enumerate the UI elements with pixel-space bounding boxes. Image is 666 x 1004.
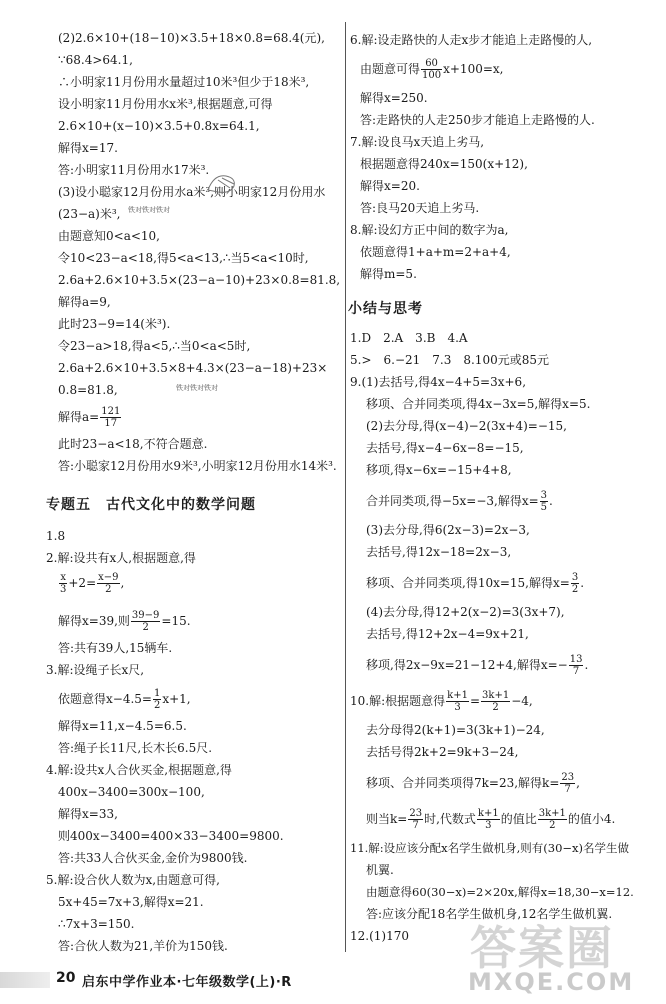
text-line: 2.解:设共有x人,根据题意,得 <box>46 551 196 565</box>
text-line: 由题意知0<a<10, <box>58 229 160 243</box>
numerator: x−9 <box>98 572 119 583</box>
numerator: k+1 <box>477 808 499 819</box>
fraction <box>408 808 423 831</box>
numerator: k+1 <box>447 690 468 701</box>
text-line: 去分母得2(k+1)=3(3k+1)−24, <box>366 723 545 737</box>
denominator: 7 <box>412 820 419 831</box>
text-line <box>366 808 615 831</box>
text-fragment: 的值小4. <box>567 812 616 826</box>
text-line: 移项,得2x−9x=21−12+4,解得x=− $\frac{13}{7}$ . <box>366 654 589 677</box>
text-line: 答:共有39人,15辆车. <box>58 641 173 655</box>
fraction <box>446 690 469 713</box>
text-line: 由题意得60(30−x)=2×20x,解得x=18,30−x=12. <box>366 885 634 899</box>
text-line: (4)去分母,得12+2(x−2)=3(3x+7), <box>366 605 565 619</box>
numerator: 60 <box>421 58 442 70</box>
text-line: 8.解:设幻方正中间的数字为a, <box>350 223 509 237</box>
text-line: 答:良马20天追上劣马. <box>360 201 480 215</box>
text-line: 移项、合并同类项得7k=23,解得k= $\frac{23}{7}$ , <box>366 772 580 795</box>
text-line: 移项、合并同类项,得4x−3x=5,解得x=5. <box>366 397 591 411</box>
denominator: 3 <box>454 702 461 713</box>
text-line: 去括号,得12+2x−4=9x+21, <box>366 627 529 641</box>
text-line: 解得m=5. <box>360 267 417 281</box>
watermark-url: MXQE.COM <box>468 968 635 996</box>
numerator: 23 <box>409 808 423 819</box>
fraction <box>560 772 575 795</box>
text-line: 400x−3400=300x−100, <box>58 785 205 799</box>
denominator: 7 <box>564 784 571 795</box>
text-line: 令10<23−a<18,得5<a<13,∴当5<a<10时, <box>58 251 309 265</box>
text-fragment: x+100=x, <box>443 62 504 76</box>
text-line: 答:小明家11月份用水17米³. <box>58 163 210 177</box>
numerator: 3 <box>571 572 579 583</box>
text-line: 5.解:设合伙人数为x,由题意可得, <box>46 873 220 887</box>
handwritten-note <box>128 206 170 215</box>
fraction <box>97 572 119 595</box>
book-title: 启东中学作业本·七年级数学(上)·R <box>82 975 292 990</box>
denominator: 3 <box>485 820 492 831</box>
fraction <box>569 654 584 677</box>
denominator: 100 <box>422 70 442 81</box>
text-line: 此时23−a<18,不符合题意. <box>58 437 208 451</box>
text-line: (2)去分母,得(x−4)−2(3x+4)=−15, <box>366 419 567 433</box>
text-line: ∴小明家11月份用水量超过10米³但少于18米³, <box>58 75 310 89</box>
fraction <box>131 610 160 633</box>
fraction <box>538 808 567 831</box>
fraction <box>540 490 548 513</box>
text-line: 1.8 <box>46 529 66 543</box>
fraction <box>153 688 161 711</box>
text-line: ∵68.4>64.1, <box>58 53 133 67</box>
text-line: 去括号,得12x−18=2x−3, <box>366 545 512 559</box>
text-line: 10.解:根据题意得 $\frac{k+1}{3}$ = $\frac{3k+1}{2}$ −4, <box>350 690 533 713</box>
denominator: 2 <box>105 584 112 595</box>
denominator: 2 <box>549 820 556 831</box>
text-line: 则400x−3400=400×33−3400=9800. <box>58 829 284 843</box>
text-line: 答:应该分配18名学生做机身,12名学生做机翼. <box>366 907 613 921</box>
text-line: 6.解:设走路快的人走x步才能追上走路慢的人, <box>350 33 593 47</box>
text-fragment: 合并同类项,得−5x=−3,解得x= <box>366 494 539 508</box>
text-fragment: 解得a= <box>58 410 100 424</box>
note-line: 铁对铁对铁对 <box>128 206 170 214</box>
text-line: 答:绳子长11尺,长木长6.5尺. <box>58 741 213 755</box>
text-line: 2.6a+2.6×10+3.5×(23−a−10)+23×0.8=81.8, <box>58 273 341 287</box>
text-line: $\frac{x}{3}$ +2= $\frac{x-9}{2}$ , <box>60 572 125 595</box>
text-fragment: x+1, <box>162 692 191 706</box>
denominator: 2 <box>571 584 579 595</box>
text-line: 机翼. <box>366 863 394 877</box>
text-line <box>58 688 191 711</box>
text-fragment: 解得x=39,则 <box>58 614 130 628</box>
numerator: 23 <box>561 772 575 783</box>
text-line: 此时23−9=14(米³). <box>58 317 171 331</box>
text-line: 2.6a+2.6×10+3.5×8+4.3×(23−a−18)+23× <box>58 361 328 375</box>
denominator: 7 <box>572 666 580 677</box>
numerator: 13 <box>569 654 583 665</box>
numerator: 3k+1 <box>538 808 566 819</box>
numerator: x <box>60 572 66 583</box>
text-line: 合并同类项,得−5x=−3,解得x= $\frac{3}{5}$ . <box>366 490 553 513</box>
denominator: 17 <box>104 418 118 429</box>
page-number: 20 <box>56 970 76 986</box>
text-fragment: 的值比 <box>500 812 537 826</box>
text-line: 解得x=17. <box>58 141 118 155</box>
pencil-doodle-icon <box>204 170 240 196</box>
text-line: 设小明家11月份用水x米³,根据题意,可得 <box>58 97 273 111</box>
text-line: 解得x=33, <box>58 807 118 821</box>
watermark-logo: 答案圈 <box>470 921 614 975</box>
text-fragment: 由题意可得 <box>360 62 421 76</box>
handwritten-note <box>176 384 218 393</box>
text-line: 5x+45=7x+3,解得x=21. <box>58 895 204 909</box>
text-line: 1.D 2.A 3.B 4.A <box>350 331 468 345</box>
column-divider <box>345 22 346 952</box>
text-line: 4.解:设共x人合伙买金,根据题意,得 <box>46 763 232 777</box>
text-fragment: 时,代数式 <box>424 812 476 826</box>
text-line: 答:小聪家12月份用水9米³,小明家12月份用水14米³. <box>58 459 337 473</box>
text-line: 依题意得1+a+m=2+a+4, <box>360 245 511 259</box>
fraction <box>571 572 579 595</box>
fraction <box>59 572 67 595</box>
text-line: 5.> 6.−21 7.3 8.100元或85元 <box>350 353 549 367</box>
text-line: 移项,得x−6x=−15+4+8, <box>366 463 512 477</box>
text-line: 根据题意得240x=150(x+12), <box>360 157 528 171</box>
text-line: 去括号,得x−4−6x−8=−15, <box>366 441 524 455</box>
text-line: 答:走路快的人走250步才能追上走路慢的人. <box>360 113 595 127</box>
text-line <box>58 610 191 633</box>
denominator: 5 <box>540 502 548 513</box>
text-line <box>58 406 122 429</box>
text-fragment: 则当k= <box>366 812 408 826</box>
text-fragment: =15. <box>161 614 191 628</box>
text-line: 答:合伙人数为21,羊价为150钱. <box>58 939 228 953</box>
text-line: (23−a)米³, <box>58 207 121 221</box>
numerator: 1 <box>153 688 161 699</box>
text-line: 答:共33人合伙买金,金价为9800钱. <box>58 851 248 865</box>
text-fragment: 移项,得2x−9x=21−12+4,解得x=− <box>366 658 568 672</box>
fraction <box>477 808 500 831</box>
section-heading: 专题五 古代文化中的数学问题 <box>46 497 256 513</box>
text-line: 令23−a>18,得a<5,∴当0<a<5时, <box>58 339 251 353</box>
text-line: 解得x=11,x−4.5=6.5. <box>58 719 187 733</box>
numerator: 121 <box>101 406 121 417</box>
text-line: 12.(1)170 <box>350 929 409 943</box>
text-fragment: +2= <box>68 576 97 590</box>
denominator: 2 <box>492 702 499 713</box>
text-line <box>360 58 503 81</box>
numerator: 39−9 <box>131 610 160 621</box>
text-fragment: 依题意得x−4.5= <box>58 692 152 706</box>
text-line: 解得x=250. <box>360 91 428 105</box>
text-fragment: 移项、合并同类项得7k=23,解得k= <box>366 776 560 790</box>
fraction <box>421 58 442 81</box>
section-heading: 小结与思考 <box>348 301 423 317</box>
denominator: 2 <box>153 700 161 711</box>
text-line: ∴7x+3=150. <box>58 917 135 931</box>
text-line: 0.8=81.8, <box>58 383 118 397</box>
text-fragment: 移项、合并同类项,得10x=15,解得x= <box>366 576 570 590</box>
text-line: 解得a=9, <box>58 295 111 309</box>
text-line: 3.解:设绳子长x尺, <box>46 663 145 677</box>
denominator: 3 <box>60 584 67 595</box>
text-line: 2.6×10+(x−10)×3.5+0.8x=64.1, <box>58 119 260 133</box>
numerator: 3k+1 <box>482 690 510 701</box>
text-line: 11.解:设应该分配x名学生做机身,则有(30−x)名学生做 <box>350 841 630 855</box>
note-line: 铁对铁对铁对 <box>176 384 218 392</box>
fraction <box>100 406 121 429</box>
text-line: (2)2.6×10+(18−10)×3.5+18×0.8=68.4(元), <box>58 31 325 45</box>
fraction <box>481 690 510 713</box>
page-footer <box>0 968 666 990</box>
footer-bar <box>0 972 50 988</box>
denominator: 2 <box>142 622 149 633</box>
text-fragment: −4, <box>511 694 533 708</box>
text-line: 移项、合并同类项,得10x=15,解得x= $\frac{3}{2}$ . <box>366 572 585 595</box>
text-line: (3)去分母,得6(2x−3)=2x−3, <box>366 523 530 537</box>
numerator: 3 <box>540 490 548 501</box>
text-line: 解得x=20. <box>360 179 420 193</box>
text-line: 去括号得2k+2=9k+3−24, <box>366 745 519 759</box>
text-line: 7.解:设良马x天追上劣马, <box>350 135 485 149</box>
text-line: 9.(1)去括号,得4x−4+5=3x+6, <box>350 375 527 389</box>
text-line: (3)设小聪家12月份用水a米³,则小明家12月份用水 <box>58 185 326 199</box>
text-fragment: 10.解:根据题意得 <box>350 694 446 708</box>
